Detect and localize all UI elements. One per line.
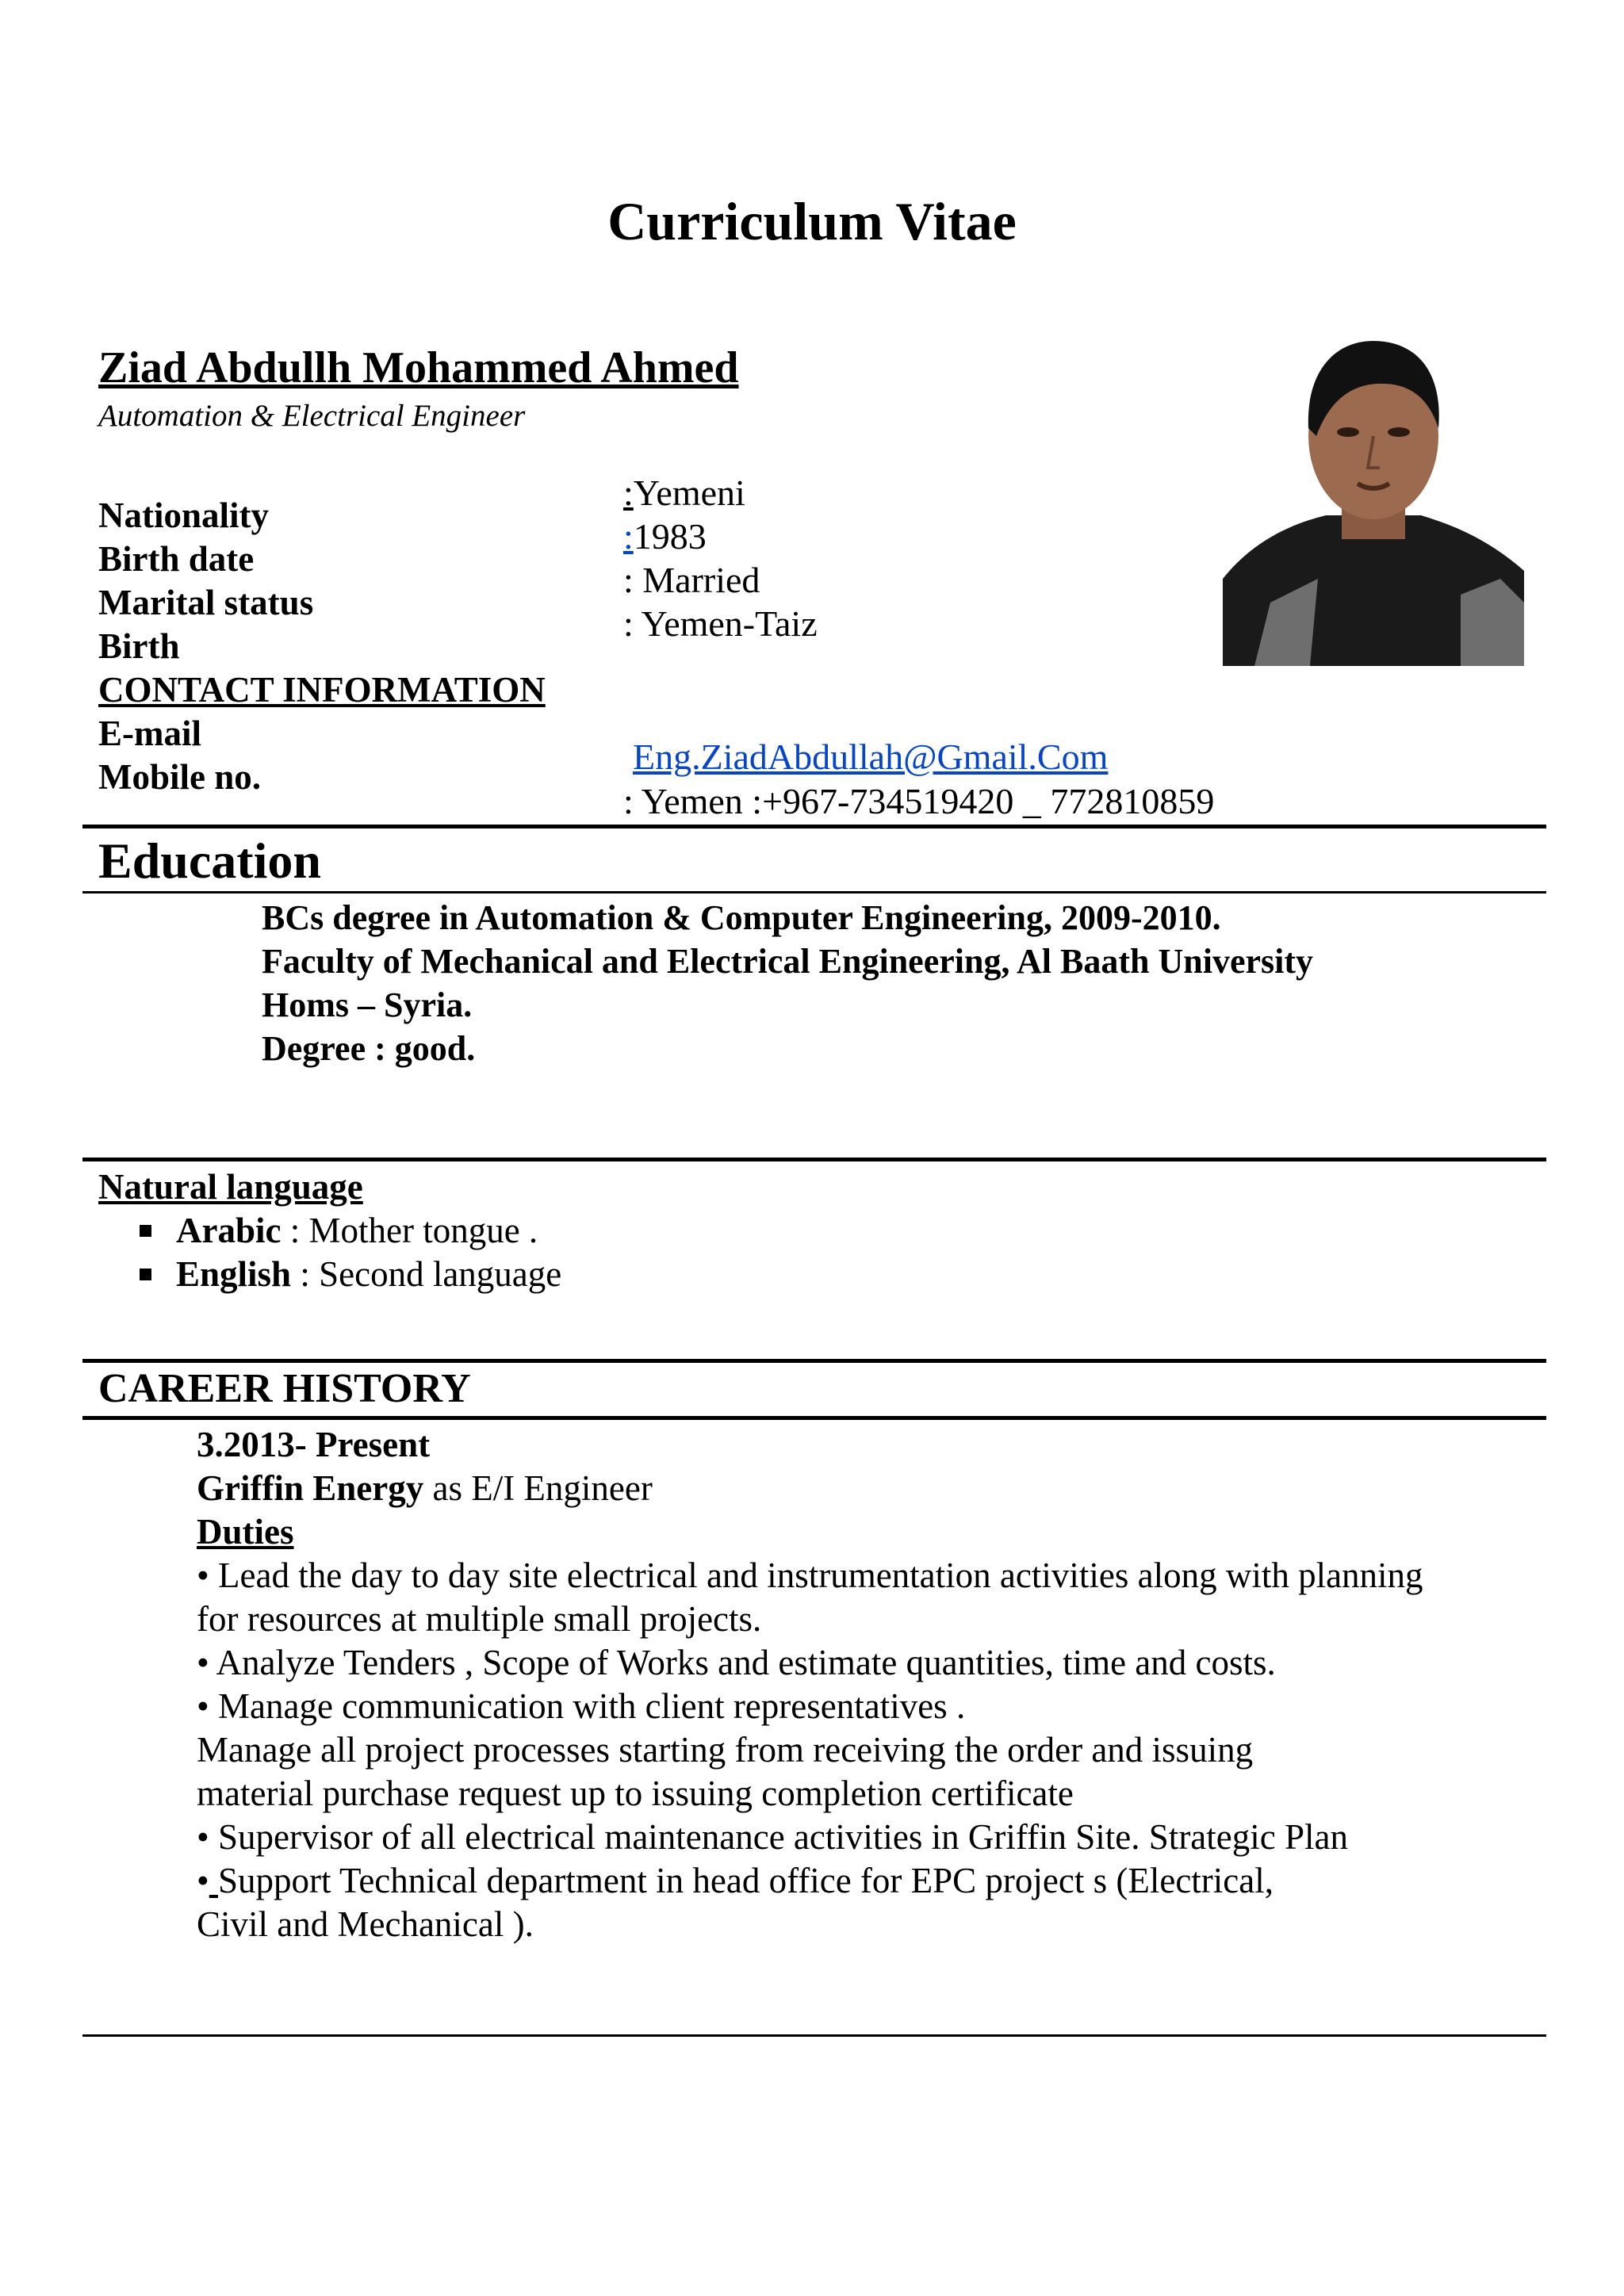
career-heading: CAREER HISTORY [98,1366,471,1411]
section-divider [82,2034,1546,2037]
duty-line: • Manage communication with client representatives . [197,1686,966,1726]
section-divider [82,1359,1546,1363]
language-item: English : Second language [176,1254,562,1294]
duty-line: Civil and Mechanical ). [197,1904,534,1944]
label-marital-status: Marital status [98,583,314,622]
label-nationality: Nationality [98,496,270,535]
duty-line: • Supervisor of all electrical maintenance activities in Griffin Site. Strategic Plan [197,1817,1348,1857]
page-title: Curriculum Vitae [607,191,1017,251]
section-divider [82,825,1546,828]
section-divider [82,1158,1546,1161]
value-mobile: : Yemen :+967-734519420 _ 772810859 [623,781,1215,821]
duty-line: Manage all project processes starting from receiving the order and issuing [197,1730,1254,1770]
duties-heading: Duties [197,1512,294,1552]
duty-line: • Support Technical department in head office for EPC project s (Electrical, [197,1861,1274,1900]
education-degree: BCs degree in Automation & Computer Engineering, 2009-2010. [262,898,1221,937]
education-location: Homs – Syria. [262,985,473,1024]
section-divider [82,1416,1546,1420]
value-birth-date: :1983 [623,516,707,557]
education-grade: Degree : good. [262,1029,476,1068]
duty-line: material purchase request up to issuing completion certificate [197,1774,1074,1813]
duty-line: • Lead the day to day site electrical and instrumentation activities along with planning [197,1556,1423,1595]
square-bullet-icon [140,1269,151,1280]
section-divider [82,891,1546,894]
languages-heading: Natural language [98,1167,363,1207]
value-birth: : Yemen-Taiz [623,603,818,644]
colon: : [623,516,634,557]
education-heading: Education [98,832,321,889]
person-subtitle: Automation & Electrical Engineer [98,399,526,433]
education-faculty: Faculty of Mechanical and Electrical Engineering, Al Baath University [262,942,1314,981]
square-bullet-icon [140,1225,151,1237]
career-period: 3.2013- Present [197,1425,431,1464]
contact-heading: CONTACT INFORMATION [98,670,546,710]
label-mobile: Mobile no. [98,757,262,797]
value-marital-status: : Married [623,560,760,600]
email-link[interactable]: Eng.ZiadAbdullah@Gmail.Com [633,737,1109,777]
label-email: E-mail [98,714,201,753]
duty-line: for resources at multiple small projects. [197,1599,762,1639]
label-birth-date: Birth date [98,539,255,579]
language-item: Arabic : Mother tongue . [176,1211,538,1250]
duty-line: • Analyze Tenders , Scope of Works and estimate quantities, time and costs. [197,1643,1276,1682]
profile-photo-icon [1223,317,1524,666]
colon: : [623,473,634,513]
label-birth: Birth [98,626,180,666]
person-name: Ziad Abdullh Mohammed Ahmed [98,343,739,392]
career-position: Griffin Energy as E/I Engineer [197,1468,653,1508]
value-nationality: :Yemeni [623,473,745,513]
